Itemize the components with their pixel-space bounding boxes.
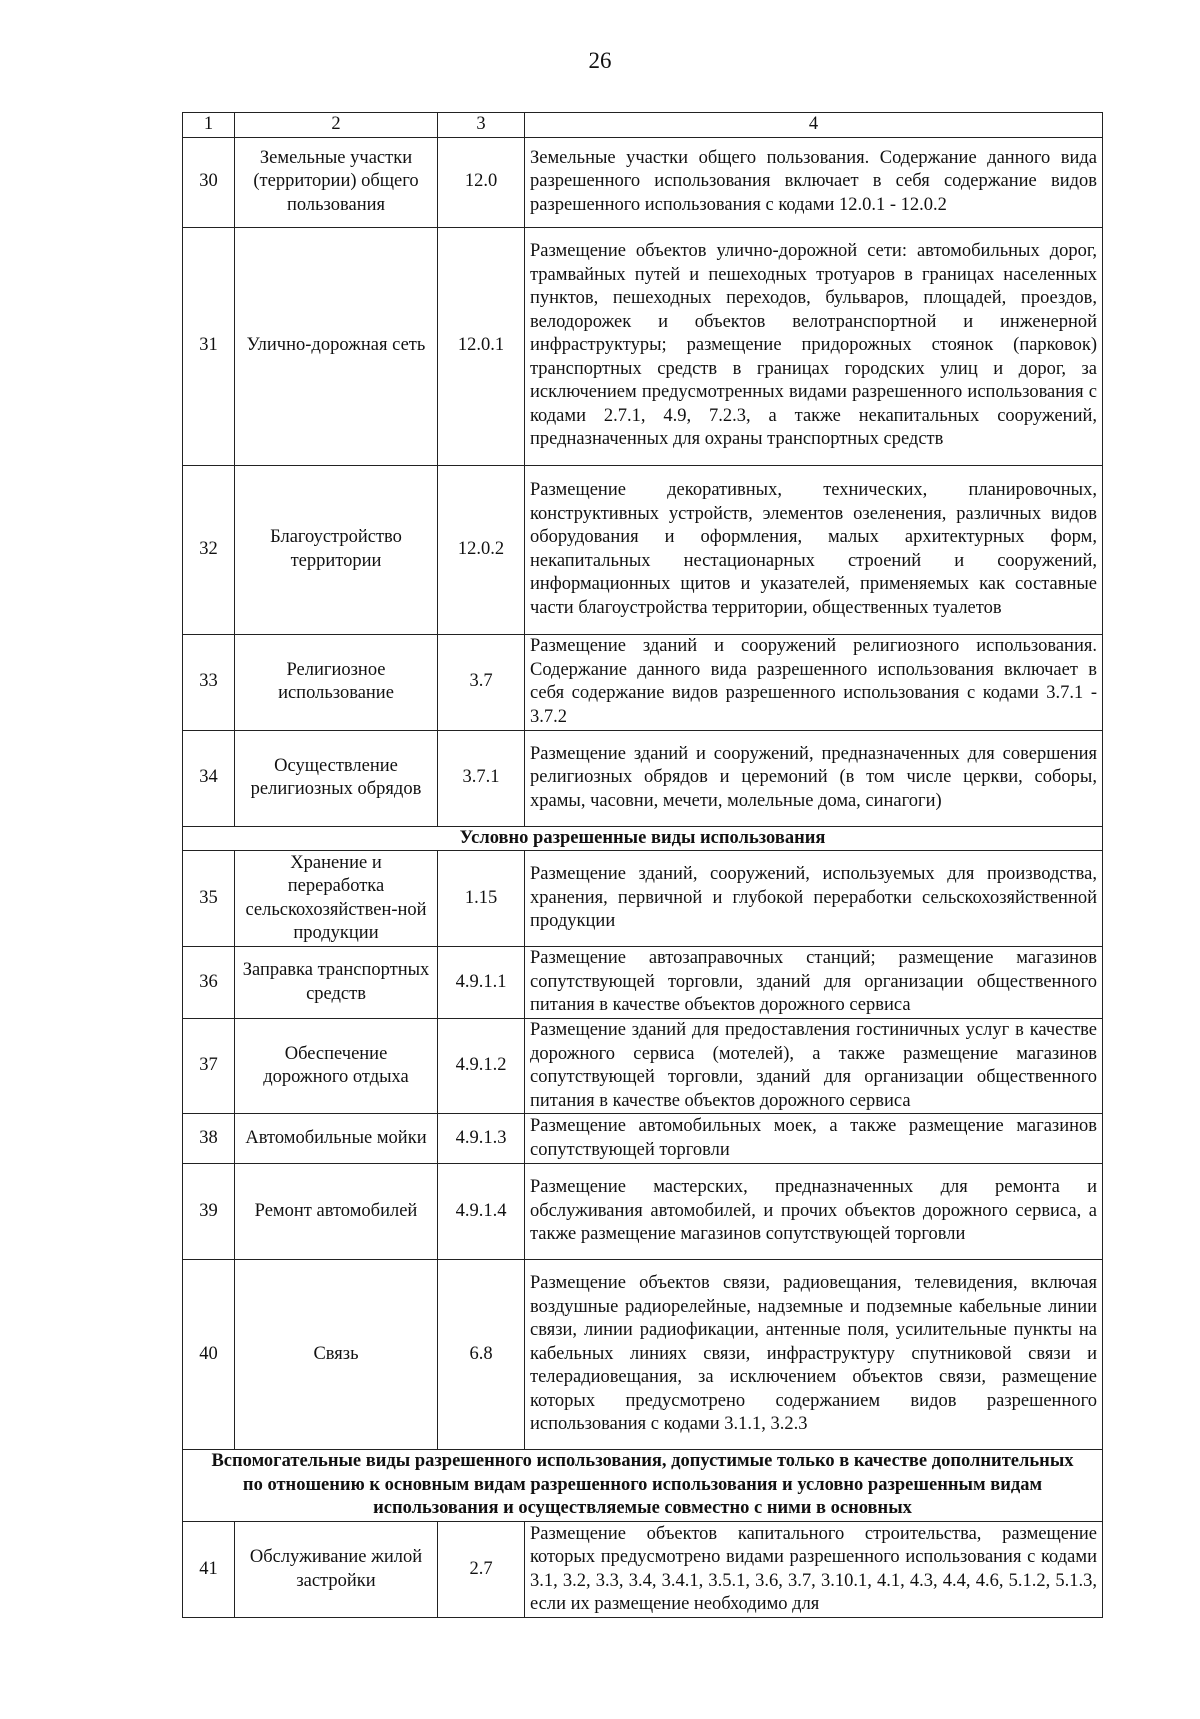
row-number: 37	[183, 1019, 235, 1114]
use-type-code: 2.7	[438, 1522, 525, 1618]
use-type-name: Благоустройство территории	[235, 465, 438, 634]
use-type-description: Размещение объектов связи, радиовещания, телевидения, включая воздушные радиорелейные, надземные и подземные кабельные линии связи, линии радиофикации, антенные поля, усилительные пункты на кабельных линиях связи, инфраструктуру спутниковой связи и телерадиовещания, за исключением объектов связи, размещение которых предусмотрено содержанием видов разрешенного использования с кодами 3.1.1, 3.2.3	[525, 1260, 1103, 1450]
use-type-name: Обеспечение дорожного отдыха	[235, 1019, 438, 1114]
use-type-code: 1.15	[438, 851, 525, 947]
table-header-row	[183, 113, 1103, 138]
row-number: 32	[183, 465, 235, 634]
row-number: 34	[183, 730, 235, 826]
use-type-code: 3.7.1	[438, 730, 525, 826]
row-number: 35	[183, 851, 235, 947]
section-heading-row	[183, 1450, 1103, 1522]
row-number: 38	[183, 1114, 235, 1164]
use-type-description: Размещение зданий и сооружений, предназначенных для совершения религиозных обрядов и церемоний (в том числе церкви, соборы, храмы, часовни, мечети, молельные дома, синагоги)	[525, 730, 1103, 826]
table-row	[183, 634, 1103, 730]
land-use-table	[182, 112, 1103, 1618]
use-type-code: 12.0.2	[438, 465, 525, 634]
use-type-code: 4.9.1.3	[438, 1114, 525, 1164]
table-row	[183, 465, 1103, 634]
use-type-name: Земельные участки (территории) общего пользования	[235, 137, 438, 227]
table-row	[183, 851, 1103, 947]
use-type-name: Осуществление религиозных обрядов	[235, 730, 438, 826]
use-type-name: Связь	[235, 1260, 438, 1450]
row-number: 41	[183, 1522, 235, 1618]
use-type-name: Заправка транспортных средств	[235, 947, 438, 1019]
column-header: 1	[183, 113, 235, 138]
use-type-description: Размещение автозаправочных станций; размещение магазинов сопутствующей торговли, зданий для организации общественного питания в качестве объектов дорожного сервиса	[525, 947, 1103, 1019]
use-type-code: 3.7	[438, 634, 525, 730]
table-row	[183, 1164, 1103, 1260]
use-type-name: Ремонт автомобилей	[235, 1164, 438, 1260]
column-header: 4	[525, 113, 1103, 138]
table-row	[183, 227, 1103, 465]
page-number: 26	[588, 48, 612, 73]
table-row	[183, 137, 1103, 227]
column-header: 3	[438, 113, 525, 138]
use-type-description: Размещение зданий для предоставления гостиничных услуг в качестве дорожного сервиса (мотелей), а также размещение магазинов сопутствующей торговли, зданий для организации общественного питания в качестве объектов дорожного сервиса	[525, 1019, 1103, 1114]
row-number: 30	[183, 137, 235, 227]
row-number: 40	[183, 1260, 235, 1450]
row-number: 33	[183, 634, 235, 730]
table-row	[183, 1522, 1103, 1618]
table-row	[183, 1260, 1103, 1450]
use-type-code: 4.9.1.4	[438, 1164, 525, 1260]
use-type-code: 4.9.1.2	[438, 1019, 525, 1114]
use-type-description: Земельные участки общего пользования. Содержание данного вида разрешенного использования включает в себя содержание видов разрешенного использования с кодами 12.0.1 - 12.0.2	[525, 137, 1103, 227]
table-row	[183, 947, 1103, 1019]
row-number: 31	[183, 227, 235, 465]
use-type-description: Размещение декоративных, технических, планировочных, конструктивных устройств, элементов озеленения, различных видов оборудования и оформления, малых архитектурных форм, некапитальных нестационарных строений и сооружений, информационных щитов и указателей, применяемых как составные части благоустройства территории, общественных туалетов	[525, 465, 1103, 634]
use-type-name: Автомобильные мойки	[235, 1114, 438, 1164]
use-type-description: Размещение зданий, сооружений, используемых для производства, хранения, первичной и глубокой переработки сельскохозяйственной продукции	[525, 851, 1103, 947]
use-type-code: 6.8	[438, 1260, 525, 1450]
use-type-description: Размещение автомобильных моек, а также размещение магазинов сопутствующей торговли	[525, 1114, 1103, 1164]
table-row	[183, 1019, 1103, 1114]
use-type-name: Обслуживание жилой застройки	[235, 1522, 438, 1618]
table-row	[183, 1114, 1103, 1164]
use-type-code: 4.9.1.1	[438, 947, 525, 1019]
section-heading-conditional: Условно разрешенные виды использования	[183, 826, 1103, 851]
column-header: 2	[235, 113, 438, 138]
row-number: 39	[183, 1164, 235, 1260]
use-type-code: 12.0.1	[438, 227, 525, 465]
use-type-name: Религиозное использование	[235, 634, 438, 730]
use-type-code: 12.0	[438, 137, 525, 227]
row-number: 36	[183, 947, 235, 1019]
use-type-name: Хранение и переработка сельскохозяйствен-ной продукции	[235, 851, 438, 947]
use-type-description: Размещение объектов улично-дорожной сети: автомобильных дорог, трамвайных путей и пешеходных тротуаров в границах населенных пунктов, пешеходных переходов, бульваров, площадей, проездов, велодорожек и объектов велотранспортной и инженерной инфраструктуры; размещение придорожных стоянок (парковок) транспортных средств в границах городских улиц и дорог, за исключением предусмотренных видами разрешенного использования с кодами 2.7.1, 4.9, 7.2.3, а также некапитальных сооружений, предназначенных для охраны транспортных средств	[525, 227, 1103, 465]
table-row	[183, 730, 1103, 826]
section-heading-auxiliary: Вспомогательные виды разрешенного использования, допустимые только в качестве дополнительных по отношению к основным видам разрешенного использования и условно разрешенным видам использования и осуществляемые совместно с ними в основных	[183, 1450, 1103, 1522]
section-heading-row	[183, 826, 1103, 851]
use-type-description: Размещение объектов капитального строительства, размещение которых предусмотрено видами разрешенного использования с кодами 3.1, 3.2, 3.3, 3.4, 3.4.1, 3.5.1, 3.6, 3.7, 3.10.1, 4.1, 4.3, 4.4, 4.6, 5.1.2, 5.1.3, если их размещение необходимо для	[525, 1522, 1103, 1618]
use-type-description: Размещение мастерских, предназначенных для ремонта и обслуживания автомобилей, и прочих объектов дорожного сервиса, а также размещение магазинов сопутствующей торговли	[525, 1164, 1103, 1260]
use-type-description: Размещение зданий и сооружений религиозного использования. Содержание данного вида разрешенного использования включает в себя содержание видов разрешенного использования с кодами 3.7.1 - 3.7.2	[525, 634, 1103, 730]
use-type-name: Улично-дорожная сеть	[235, 227, 438, 465]
